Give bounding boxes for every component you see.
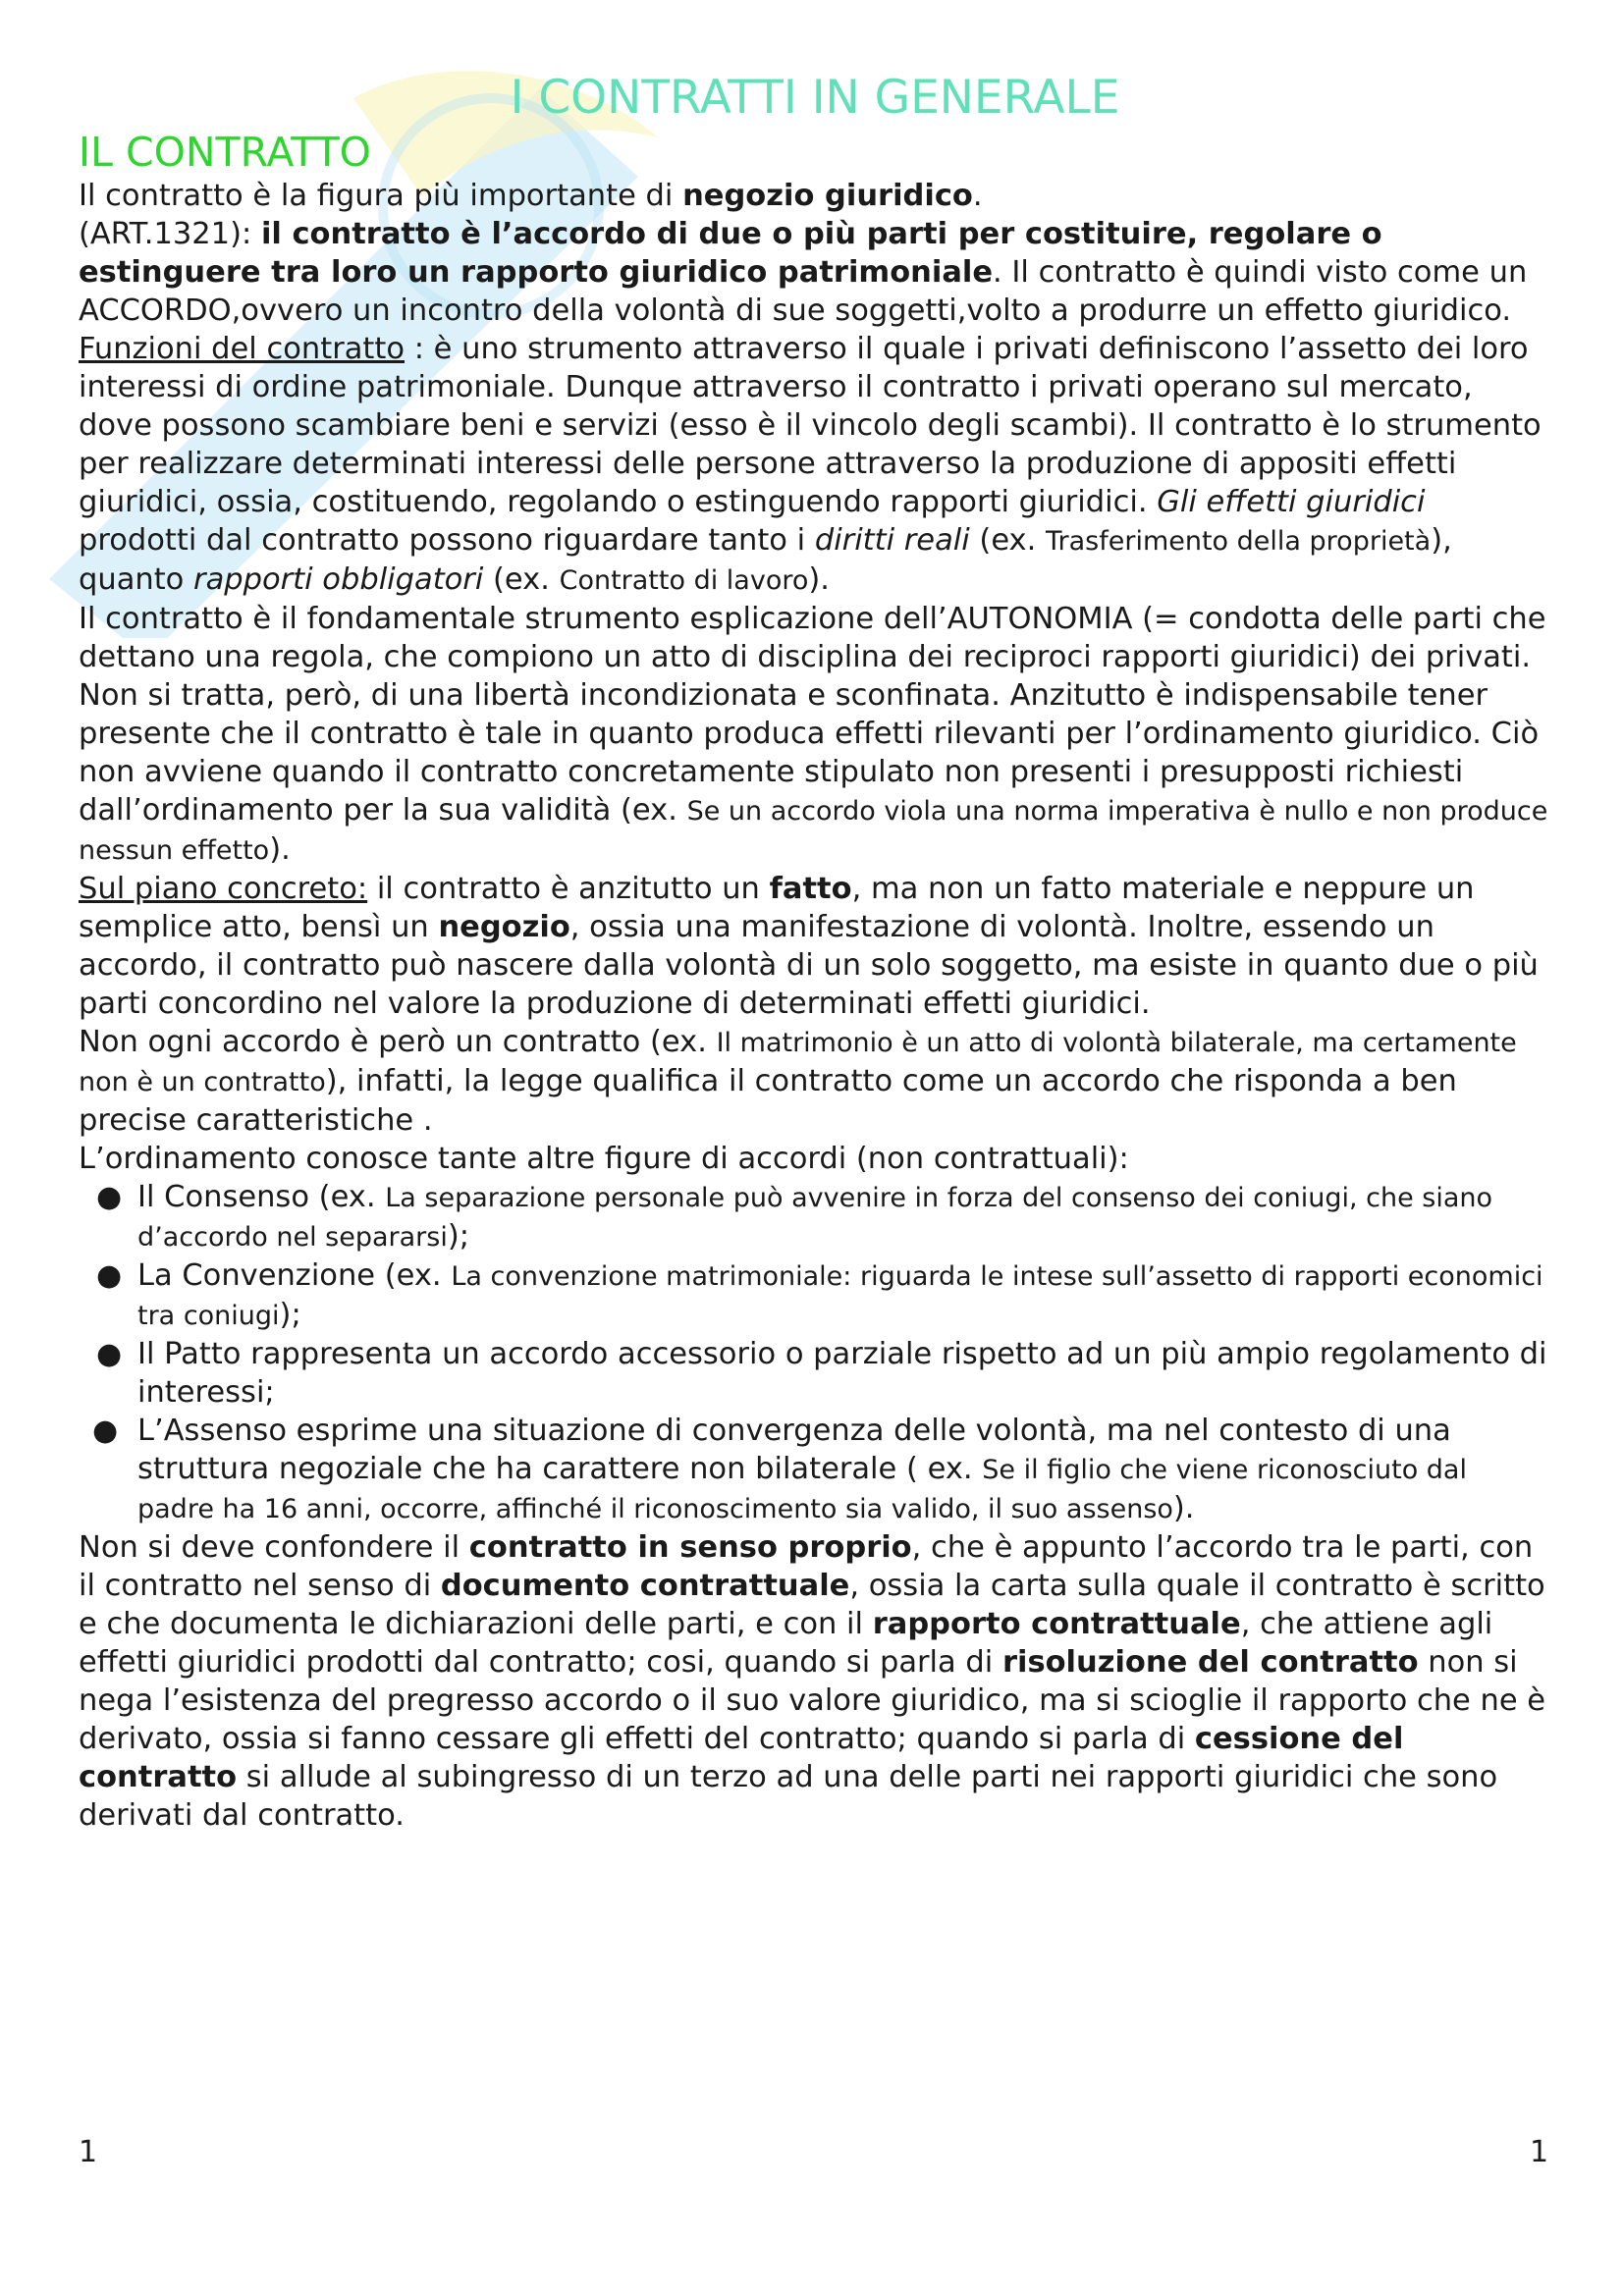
paragraph-liberta: Non si tratta, però, di una libertà incondizionata e sconfinata. Anzitutto è indispensabile tener presente che il contratto è tale in quanto produca effetti rilevanti per l’ordinamento giuridico. Ciò non avviene quando il contratto concretamente stipulato non presenti i presupposti richiesti dall’ordinamento per la sua validità (ex. Se un accordo viola una norma imperativa è nullo e non produce nessun effetto). (79, 678, 1548, 867)
section-title: IL CONTRATTO (79, 129, 371, 176)
bullet-icon: ● (92, 1414, 119, 1448)
bullet-icon: ● (96, 1337, 123, 1371)
paragraph-funzioni: Funzioni del contratto : è uno strumento attraverso il quale i privati definiscono l’assetto dei loro interessi di ordine patrimoniale. Dunque attraverso il contratto i privati operano sul mercato, dove possono scambiare beni e servizi (esso è il vincolo degli scambi). Il contratto è lo strumento per realizzare determinati interessi delle persone attraverso la produzione di appositi effetti giuridici, ossia, costituendo, regolando o estinguendo rapporti giuridici. Gli effetti giuridici prodotti dal contratto possono riguardare tanto i diritti reali (ex. Trasferimento della proprietà), quanto rapporti obbligatori (ex. Contratto di lavoro). (79, 332, 1542, 597)
paragraph-ordinamento: L’ordinamento conosce tante altre figure di accordi (non contrattuali): (79, 1142, 1129, 1176)
paragraph-intro: Il contratto è la figura più importante di negozio giuridico. (79, 179, 983, 213)
list-item: ● L’Assenso esprime una situazione di convergenza delle volontà, ma nel contesto di una struttura negoziale che ha carattere non bilaterale ( ex. Se il figlio che viene riconosciuto dal padre ha 16 anni, occorre, affinché il riconoscimento sia valido, il suo assenso). (92, 1414, 1467, 1525)
paragraph-distinzioni: Non si deve confondere il contratto in senso proprio, che è appunto l’accordo tra le parti, con il contratto nel senso di documento contrattuale, ossia la carta sulla quale il contratto è scritto e che documenta le dichiarazioni delle parti, e con il rapporto contrattuale, che attiene agli effetti giuridici prodotti dal contratto; cosi, quando si parla di risoluzione del contratto non si nega l’esistenza del pregresso accordo o il suo valore giuridico, ma si scioglie il rapporto che ne è derivato, ossia si fanno cessare gli effetti del contratto; quando si parla di cessione del contratto si allude al subingresso di un terzo ad una delle parti nei rapporti giuridici che sono derivati dal contratto. (79, 1530, 1546, 1833)
document-title: I CONTRATTI IN GENERALE (510, 71, 1120, 125)
paragraph-piano-concreto: Sul piano concreto: il contratto è anzitutto un fatto, ma non un fatto materiale e neppure un semplice atto, bensì un negozio, ossia una manifestazione di volontà. Inoltre, essendo un accordo, il contratto può nascere dalla volontà di un solo soggetto, ma esiste in quanto due o più parti concordino nel valore la produzione di determinati effetti giuridici. (79, 872, 1539, 1021)
page-number-left: 1 (79, 2135, 98, 2169)
paragraph-autonomia: Il contratto è il fondamentale strumento esplicazione dell’AUTONOMIA (= condotta delle parti che dettano una regola, che compiono un atto di disciplina dei reciproci rapporti giuridici) dei privati. (79, 602, 1546, 674)
bullet-icon: ● (96, 1180, 123, 1214)
document-page (79, 69, 1551, 1835)
paragraph-accordo: Non ogni accordo è però un contratto (ex. Il matrimonio è un atto di volontà bilaterale, ma certamente non è un contratto), infatti, la legge qualifica il contratto come un accordo che risponda a ben precise caratteristiche . (79, 1025, 1517, 1138)
page-number-right: 1 (1530, 2135, 1549, 2169)
paragraph-art-1321: (ART.1321): il contratto è l’accordo di due o più parti per costituire, regolare o estinguere tra loro un rapporto giuridico patrimoniale. Il contratto è quindi visto come un ACCORDO,ovvero un incontro della volontà di sue soggetti,volto a produrre un effetto giuridico. (79, 217, 1528, 328)
list-item: ● Il Patto rappresenta un accordo accessorio o parziale rispetto ad un più ampio regolamento di interessi; (96, 1337, 1547, 1410)
list-item: ● La Convenzione (ex. La convenzione matrimoniale: riguarda le intese sull’assetto di rapporti economici tra coniugi); (96, 1258, 1543, 1332)
bullet-list (79, 1178, 1551, 1528)
bullet-icon: ● (96, 1258, 123, 1293)
list-item: ● Il Consenso (ex. La separazione personale può avvenire in forza del consenso dei coniugi, che siano d’accordo nel separarsi); (96, 1180, 1493, 1254)
